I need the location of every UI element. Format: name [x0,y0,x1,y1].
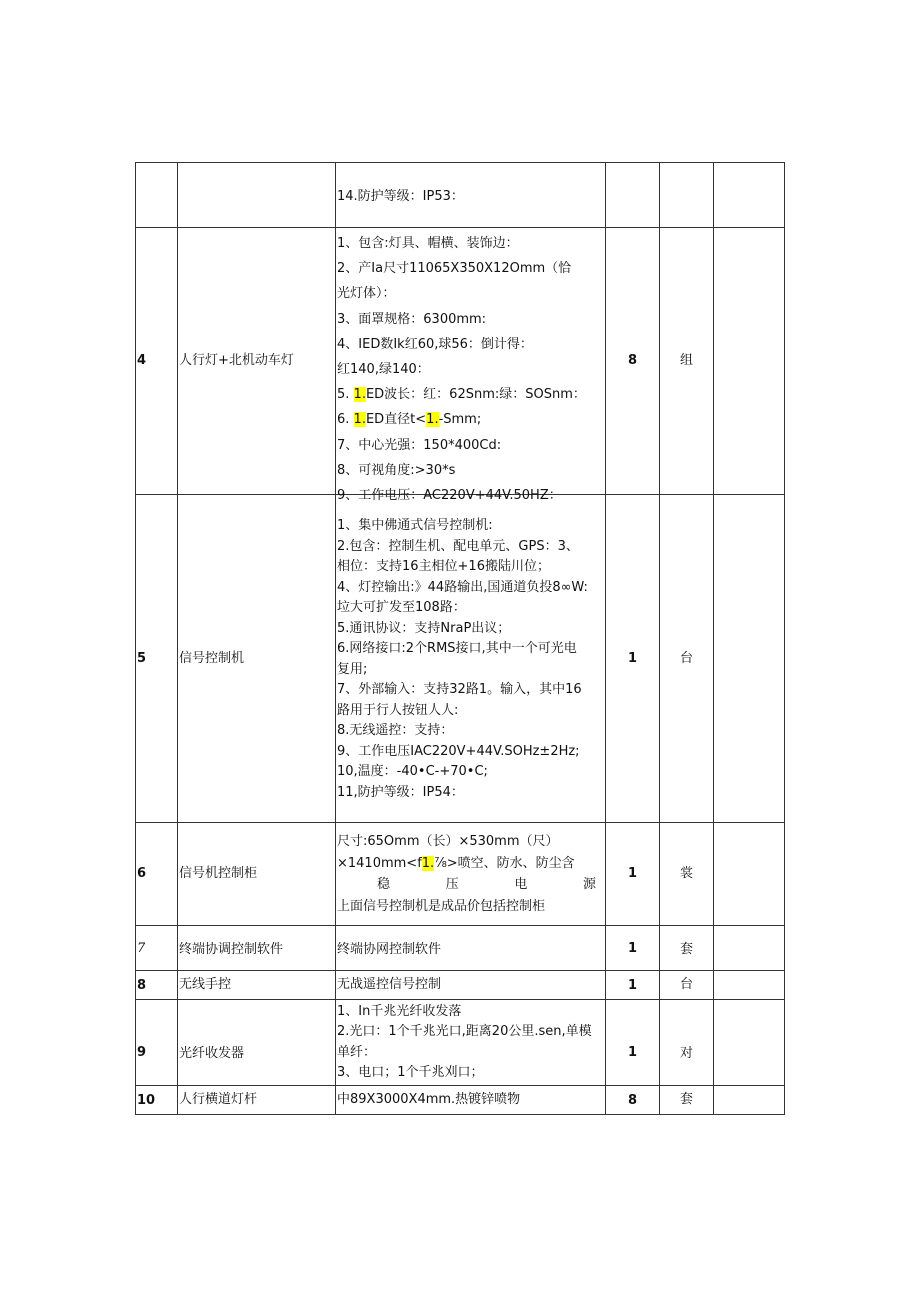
spec-text: 6. [337,412,354,428]
item-unit: 套 [660,926,714,971]
item-name: 光纤收发器 [178,1000,336,1086]
spec-line: 5.通讯协议：支持NraP出议； [337,620,511,636]
spec-line: 9、工作电压：AC220V+44V.50HZ： [337,488,562,504]
item-spec [336,1000,606,1086]
item-remark [714,228,785,495]
spec-line: 11,防护等级：IP54： [337,784,464,800]
item-number: 10 [136,1086,178,1115]
item-number [136,163,178,228]
spec-line: 7、外部输入：支持32路1。输入，其中16 [337,682,582,697]
spec-line: 9、工作电压IAC220V+44V.SOHz±2Hz; [337,743,580,759]
item-spec [336,1086,606,1115]
item-number: 5 [136,495,178,823]
spec-line: 4、IED数Ik红60,球56：倒计得： [337,336,533,352]
spec-line: 尺寸:65Omm（长）×530mm（尺） [337,834,559,849]
spec-text: ×1410mm<f [337,855,422,871]
spec-line: 8.无线遥控：支持： [337,723,454,738]
spec-line: 红140,绿140： [337,362,430,378]
item-number-text: 7 [137,941,146,956]
spec-line: 终端协网控制软件 [337,942,442,957]
item-quantity: 8 [606,228,660,495]
item-name: 无线手控 [178,971,336,1000]
table-row [136,228,785,495]
item-quantity: 1 [606,823,660,926]
spec-line: 单纤： [337,1044,377,1060]
spec-text: -Smm; [438,412,482,428]
spec-line: 相位：支持16主相位+16搬陆川位； [337,559,550,574]
spec-text: ED直径t< [365,412,427,428]
spec-line: 14.防护等级：IP53： [337,189,464,204]
item-name: 信号控制机 [178,495,336,823]
item-unit: 组 [660,228,714,495]
spec-line [337,874,604,896]
spec-text: 5. [337,387,354,403]
item-number: 8 [136,971,178,1000]
spec-line: 垃大可扩发至108路： [337,600,466,615]
item-unit [660,163,714,228]
highlighted-text: 1. [353,412,366,428]
item-name: 终端协调控制软件 [178,926,336,971]
item-remark [714,1000,785,1086]
spec-line: 1、集中佛通式信号控制机: [337,518,493,533]
item-name [178,163,336,228]
item-number [136,926,178,971]
highlighted-text: 1. [426,412,439,428]
table-row [136,1086,785,1115]
highlighted-text: 1. [421,855,435,871]
spec-line: 光灯体）： [337,286,396,302]
item-number: 9 [136,1000,178,1086]
spread-char: 源 [582,877,596,892]
spec-line: 3、面罩规格：6300mm: [337,311,487,327]
item-spec [336,926,606,971]
item-unit: 台 [660,495,714,823]
spec-line [337,407,604,432]
spec-line [337,853,604,875]
table-row [136,971,785,1000]
item-unit: 对 [660,1000,714,1086]
item-spec [336,823,606,926]
item-number: 6 [136,823,178,926]
item-name: 信号机控制柜 [178,823,336,926]
item-remark [714,1086,785,1115]
spec-line: 10,温度：-40•C-+70•C; [337,764,488,779]
spec-text: ED波长：红：62Snm:绿：SOSnm： [365,387,586,403]
item-quantity [606,163,660,228]
item-spec [336,495,606,823]
spec-line: 1、包含:灯具、帽横、装饰边： [337,236,519,251]
spec-line: 8、可视角度:>30*s [337,462,456,478]
spec-line: 2.包含：控制生机、配电单元、GPS：3、 [337,538,579,554]
item-quantity: 1 [606,971,660,1000]
table-row [136,823,785,926]
item-name: 人行横道灯杆 [178,1086,336,1115]
spec-line: 无战遥控信号控制 [337,977,442,992]
item-unit: 裳 [660,823,714,926]
table-row [136,926,785,971]
spec-line: 2、产Ia尺寸11065X350X12Omm（恰 [337,261,572,277]
item-quantity: 1 [606,926,660,971]
spec-line: 中89X3000X4mm.热镀锌喷物 [337,1092,521,1107]
spread-char: 稳 [377,877,391,892]
item-spec [336,228,606,504]
item-quantity: 1 [606,1000,660,1086]
spec-line: 上面信号控制机是成品价包括控制柜 [337,898,546,914]
spec-line: 1、In千兆光纤收发落 [337,1003,462,1019]
highlighted-text: 1. [353,387,366,403]
spread-char: 压 [445,877,459,892]
spec-line [337,382,604,407]
item-quantity: 8 [606,1086,660,1115]
spec-line: 3、电口；1个千兆刈口； [337,1065,484,1080]
item-number: 4 [136,228,178,495]
item-remark [714,971,785,1000]
item-remark [714,495,785,823]
table-row [136,495,785,823]
item-remark [714,823,785,926]
item-quantity: 1 [606,495,660,823]
item-spec [336,971,606,1000]
item-name: 人行灯+北机动车灯 [178,228,336,495]
spec-line: 2.光口：1个千兆光口,距离20公里.sen,单模 [337,1024,592,1039]
item-unit: 台 [660,971,714,1000]
spread-char: 电 [514,877,528,892]
spec-line: 6.网络接口:2个RMS接口,其中一个可光电 [337,641,577,656]
spec-line: 4、灯控输出:》44路输出,国通道负投8∞W: [337,579,588,595]
spec-text: ⅞>喷空、防水、防尘含 [434,855,575,871]
item-unit: 套 [660,1086,714,1115]
spec-line: 7、中心光强：150*400Cd: [337,437,502,453]
item-remark [714,163,785,228]
item-remark [714,926,785,971]
table-row [136,1000,785,1086]
item-spec [336,163,606,228]
table-row [136,163,785,228]
spec-table [135,162,785,1115]
spec-line: 复用; [337,661,368,677]
spec-line: 路用于行人按钮人人: [337,702,459,718]
